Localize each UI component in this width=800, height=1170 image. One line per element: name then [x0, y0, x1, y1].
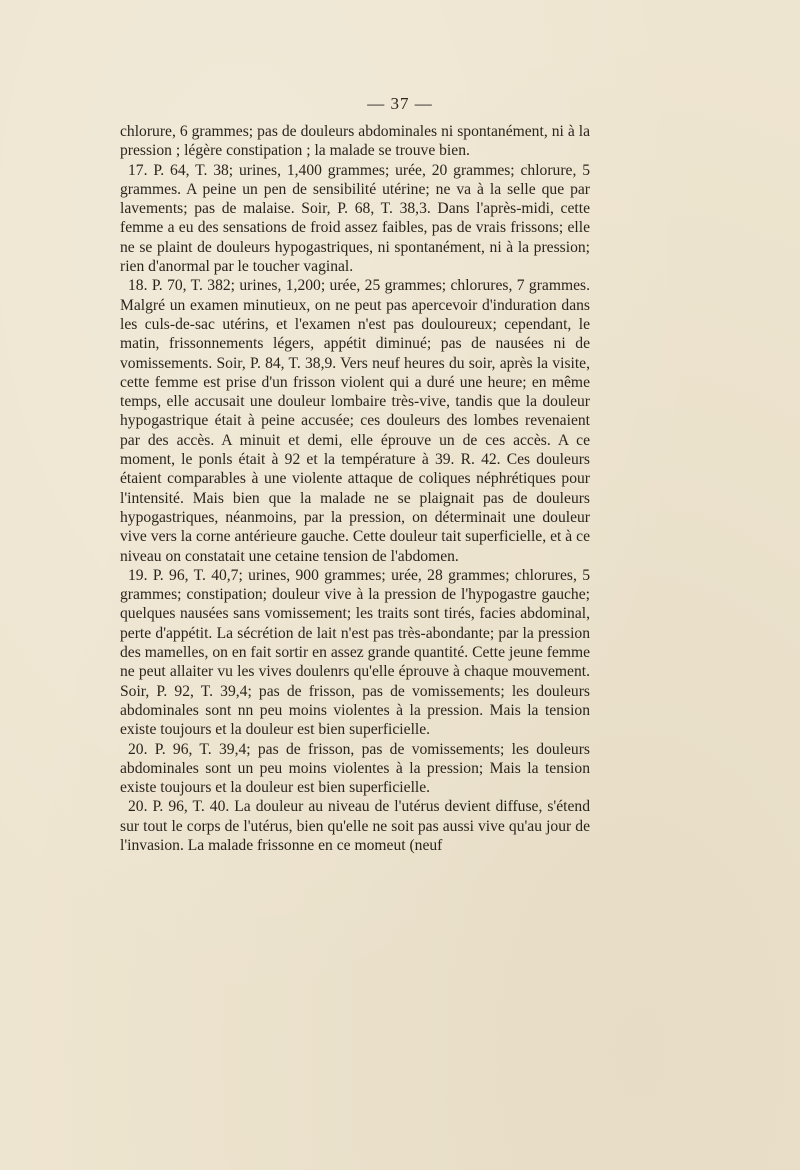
paragraph-continuation: chlorure, 6 grammes; pas de douleurs abdominales ni spontanément, ni à la pression ; légère constipation ; la malade se trouve bien.: [120, 123, 590, 160]
paragraph-day-18: 18. P. 70, T. 382; urines, 1,200; urée, 25 grammes; chlorures, 7 grammes. Malgré un examen minutieux, on ne peut pas apercevoir d'induration dans les culs-de-sac utérins, et l'examen n'est pas douloureux; cependant, le matin, frissonnements légers, appétit diminué; pas de nausées ni de vomissements. Soir, P. 84, T. 38,9. Vers neuf heures du soir, après la visite, cette femme est prise d'un frisson violent qui a duré une heure; en même temps, elle accusait une douleur lombaire très-vive, tandis que la douleur hypogastrique était à peine accusée; ces douleurs des lombes revenaient par des accès. A minuit et demi, elle éprouve un de ces accès. A ce moment, le ponls était à 92 et la température à 39. R. 42. Ces douleurs étaient comparables à une violente attaque de coliques néphrétiques pour l'intensité. Mais bien que la malade ne se plaignait pas de douleurs hypogastriques, néanmoins, par la pression, on déterminait une douleur vive vers la corne antérieure gauche. Cette douleur tait superficielle, et à ce niveau on constatait une cetaine tension de l'abdomen.: [120, 277, 590, 565]
paragraph-day-20-b: 20. P. 96, T. 40. La douleur au niveau de l'utérus devient diffuse, s'étend sur tout le corps de l'utérus, bien qu'elle ne soit pas aussi vive qu'au jour de l'invasion. La malade frissonne en ce momeut (neuf: [120, 798, 590, 854]
paragraph-day-19: 19. P. 96, T. 40,7; urines, 900 grammes; urée, 28 grammes; chlorures, 5 grammes; constipation; douleur vive à la pression de l'hypogastre gauche; quelques nausées sans vomissement; les traits sont tirés, facies abdominal, perte d'appétit. La sécrétion de lait n'est pas très-abondante; par la pression des mamelles, on en fait sortir en assez grande quantité. Cette jeune femme ne peut allaiter vu les vives doulenrs qu'elle éprouve à chaque mouvement. Soir, P. 92, T. 39,4; pas de frisson, pas de vomissements; les douleurs abdominales sont nn peu moins violentes à la pression. Mais la tension existe toujours et la douleur est bien superficielle.: [120, 566, 590, 739]
page-number: — 37 —: [367, 94, 433, 113]
paragraph-day-20-a: 20. P. 96, T. 39,4; pas de frisson, pas de vomissements; les douleurs abdominales sont un peu moins violentes à la pression; Mais la tension existe toujours et la douleur est bien superficielle.: [120, 740, 590, 797]
paragraph-day-17: 17. P. 64, T. 38; urines, 1,400 grammes; urée, 20 grammes; chlorure, 5 grammes. A peine un pen de sensibilité utérine; ne va à la selle que par lavements; pas de malaise. Soir, P. 68, T. 38,3. Dans l'après-midi, cette femme a eu des sensations de froid assez faibles, pas de vrais frissons; elle ne se plaint de douleurs hypogastriques, ni spontanément, ni à la pression; rien d'anormal par le toucher vaginal.: [120, 161, 590, 276]
body-text: [120, 122, 590, 855]
